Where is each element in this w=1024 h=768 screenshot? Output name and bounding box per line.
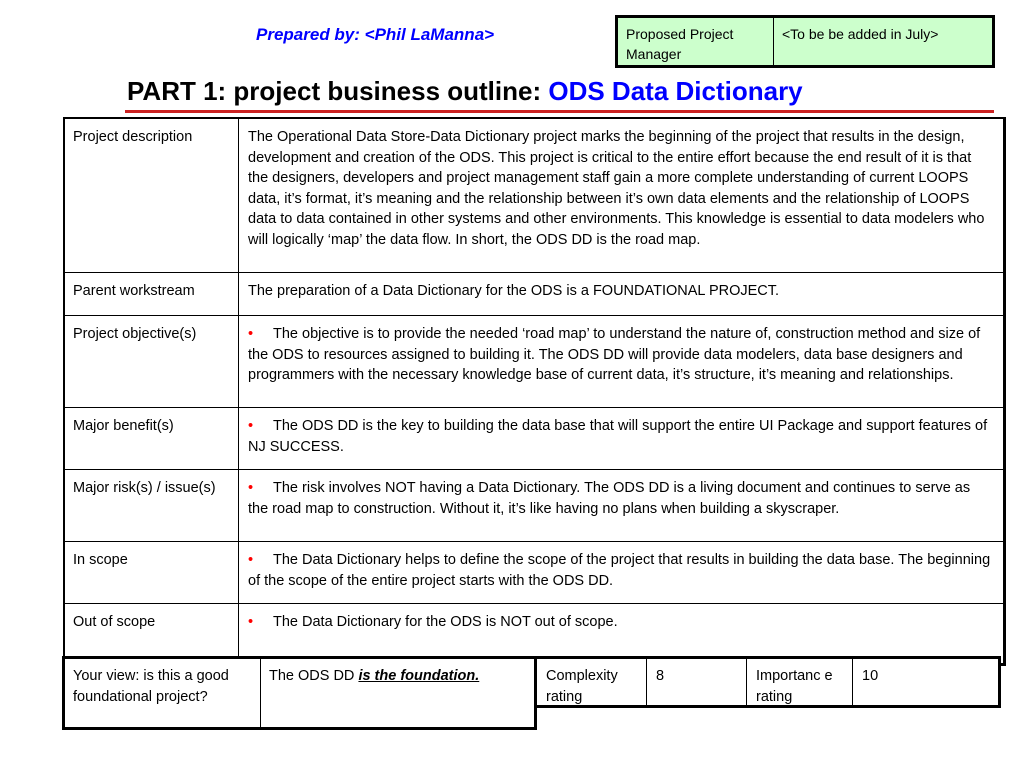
page-title [127, 76, 803, 107]
row-label: Major risk(s) / issue(s) [65, 470, 239, 541]
row-label: Parent workstream [65, 273, 239, 315]
project-manager-box [615, 15, 995, 68]
row-label: Major benefit(s) [65, 408, 239, 469]
row-label: Project description [65, 119, 239, 272]
importance-value: 10 [862, 668, 879, 684]
your-view-text: The ODS DD [269, 668, 359, 684]
row-value [239, 604, 1003, 663]
complexity-label: Complexity rating [537, 659, 647, 705]
importance-label: Importanc e rating [747, 659, 853, 705]
outline-table [63, 117, 1006, 666]
bullet-icon: • [248, 480, 254, 496]
row-label: In scope [65, 542, 239, 603]
complexity-value: 8 [647, 659, 747, 705]
row-text: The Data Dictionary for the ODS is NOT out of scope. [273, 614, 618, 630]
bullet-icon: • [248, 614, 254, 630]
bullet-icon: • [248, 418, 254, 434]
table-row [65, 408, 1003, 470]
bullet-icon: • [248, 552, 254, 568]
row-value [239, 408, 1003, 469]
table-row [65, 604, 1003, 663]
your-view-box [62, 656, 537, 730]
your-view-value [261, 659, 534, 727]
row-value [239, 470, 1003, 541]
row-text: The Data Dictionary helps to define the scope of the project that results in building the data base. The beginning of the scope of the entire project starts with the ODS DD. [248, 552, 991, 589]
row-label: Out of scope [65, 604, 239, 663]
table-row [65, 542, 1003, 604]
table-row [65, 316, 1003, 408]
your-view-emphasis: is the foundation. [358, 668, 480, 684]
row-text: The Operational Data Store-Data Dictionary project marks the beginning of the project that results in the design, development and creation of the ODS. This project is critical to the entire effort because the end result of it is that the designers, developers and project management staff gain a more complete understanding of current LOOPS data, it’s format, it’s meaning and the relationship between it’s own data elements and the relationship of LOOPS data to data contained in other systems and other environments. This knowledge is essential to data modelers who will logically ‘map’ the data flow. In short, the ODS DD is the road map. [248, 129, 985, 248]
row-text: The ODS DD is the key to building the data base that will support the entire UI Package and support features of NJ SUCCESS. [248, 418, 988, 455]
row-label: Project objective(s) [65, 316, 239, 407]
row-text: The preparation of a Data Dictionary for the ODS is a FOUNDATIONAL PROJECT. [248, 283, 780, 299]
table-row [65, 119, 1003, 273]
table-row [65, 470, 1003, 542]
row-value [239, 119, 1003, 272]
title-underline [125, 110, 994, 113]
prepared-by-label: Prepared by: <Phil LaManna> [256, 25, 495, 44]
project-manager-value: <To be be added in July> [782, 26, 939, 42]
row-value [239, 316, 1003, 407]
your-view-label: Your view: is this a good foundational project? [65, 659, 261, 727]
ratings-box [536, 656, 1001, 708]
row-value [239, 273, 1003, 315]
row-text: The risk involves NOT having a Data Dictionary. The ODS DD is a living document and continues to serve as the road map to construction. Without it, it’s like having no plans when building a skyscraper. [248, 480, 971, 517]
page-title-main: PART 1: project business outline: [127, 76, 549, 106]
bullet-icon: • [248, 326, 254, 342]
table-row [65, 273, 1003, 316]
row-text: The objective is to provide the needed ‘road map’ to understand the nature of, construction method and size of the ODS to resources assigned to building it. The ODS DD will provide data modelers, data base designers and programmers with the necessary knowledge base of current data, it’s structure, it’s meaning and relationships. [248, 326, 981, 383]
row-value [239, 542, 1003, 603]
project-manager-label: Proposed Project Manager [618, 18, 774, 65]
page-title-accent: ODS Data Dictionary [548, 76, 803, 106]
